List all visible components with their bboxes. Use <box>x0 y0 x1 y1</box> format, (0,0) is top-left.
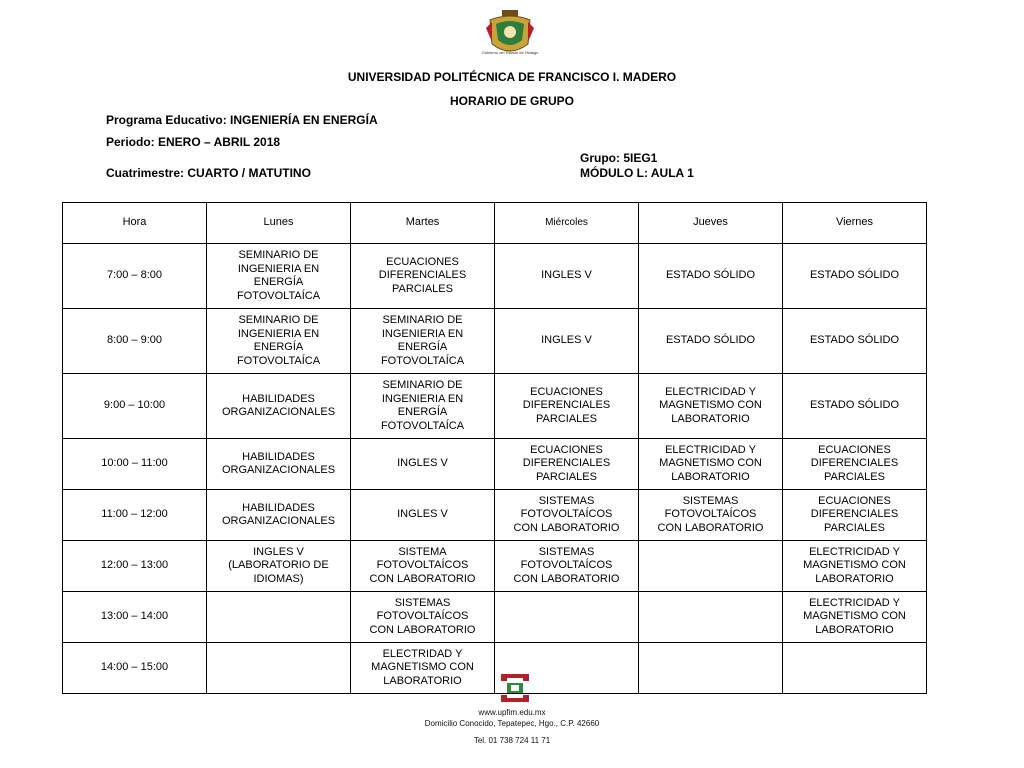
schedule-table <box>62 202 927 694</box>
time-cell: 10:00 – 11:00 <box>63 439 207 490</box>
class-cell: INGLES V <box>495 309 639 374</box>
class-cell: SISTEMA FOTOVOLTAÍCOS CON LABORATORIO <box>351 541 495 592</box>
column-header: Lunes <box>207 203 351 244</box>
table-row <box>63 309 927 374</box>
time-cell: 11:00 – 12:00 <box>63 490 207 541</box>
time-cell: 12:00 – 13:00 <box>63 541 207 592</box>
column-header: Viernes <box>783 203 927 244</box>
period-label: Periodo: ENERO – ABRIL 2018 <box>106 135 281 149</box>
class-cell: ECUACIONES DIFERENCIALES PARCIALES <box>783 439 927 490</box>
class-cell: HABILIDADES ORGANIZACIONALES <box>207 490 351 541</box>
class-cell: INGLES V <box>495 244 639 309</box>
seal-caption: Gobierno del Estado de Hidalgo <box>481 50 539 55</box>
class-cell: INGLES V (LABORATORIO DE IDIOMAS) <box>207 541 351 592</box>
university-logo-icon <box>499 672 531 704</box>
class-cell <box>783 643 927 694</box>
class-cell: INGLES V <box>351 490 495 541</box>
column-header: Jueves <box>639 203 783 244</box>
class-cell: ELECTRICIDAD Y MAGNETISMO CON LABORATORIO <box>639 374 783 439</box>
class-cell: ELECTRIDAD Y MAGNETISMO CON LABORATORIO <box>351 643 495 694</box>
class-cell <box>639 643 783 694</box>
class-cell <box>495 592 639 643</box>
class-cell: SEMINARIO DE INGENIERIA EN ENERGÍA FOTOVOLTAÍCA <box>207 244 351 309</box>
table-header-row <box>63 203 927 244</box>
university-name: UNIVERSIDAD POLITÉCNICA DE FRANCISCO I. MADERO <box>347 70 677 84</box>
class-cell: ECUACIONES DIFERENCIALES PARCIALES <box>495 374 639 439</box>
table-row <box>63 244 927 309</box>
module-label: MÓDULO L: AULA 1 <box>580 166 694 180</box>
class-cell: SEMINARIO DE INGENIERIA EN ENERGÍA FOTOVOLTAÍCA <box>207 309 351 374</box>
table-row <box>63 374 927 439</box>
time-cell: 14:00 – 15:00 <box>63 643 207 694</box>
class-cell: ESTADO SÓLIDO <box>639 309 783 374</box>
class-cell: ELECTRICIDAD Y MAGNETISMO CON LABORATORIO <box>783 592 927 643</box>
class-cell <box>639 541 783 592</box>
class-cell: ECUACIONES DIFERENCIALES PARCIALES <box>351 244 495 309</box>
class-cell: SEMINARIO DE INGENIERIA EN ENERGÍA FOTOVOLTAÍCA <box>351 309 495 374</box>
class-cell: HABILIDADES ORGANIZACIONALES <box>207 374 351 439</box>
document-title: HORARIO DE GRUPO <box>449 94 574 108</box>
time-cell: 13:00 – 14:00 <box>63 592 207 643</box>
program-label: Programa Educativo: INGENIERÍA EN ENERGÍA <box>106 113 378 127</box>
class-cell: SISTEMAS FOTOVOLTAÍCOS CON LABORATORIO <box>495 490 639 541</box>
table-row <box>63 439 927 490</box>
class-cell <box>207 643 351 694</box>
class-cell: ELECTRICIDAD Y MAGNETISMO CON LABORATORIO <box>783 541 927 592</box>
class-cell: ELECTRICIDAD Y MAGNETISMO CON LABORATORIO <box>639 439 783 490</box>
table-row <box>63 643 927 694</box>
class-cell: ESTADO SÓLIDO <box>783 309 927 374</box>
class-cell: ECUACIONES DIFERENCIALES PARCIALES <box>495 439 639 490</box>
footer-url: www.upfim.edu.mx <box>478 708 546 717</box>
class-cell: SEMINARIO DE INGENIERIA EN ENERGÍA FOTOVOLTAÍCA <box>351 374 495 439</box>
time-cell: 7:00 – 8:00 <box>63 244 207 309</box>
table-row <box>63 490 927 541</box>
class-cell <box>639 592 783 643</box>
class-cell: ESTADO SÓLIDO <box>783 244 927 309</box>
class-cell <box>207 592 351 643</box>
class-cell: ESTADO SÓLIDO <box>783 374 927 439</box>
column-header: Hora <box>63 203 207 244</box>
footer-phone: Tel. 01 738 724 11 71 <box>473 736 551 745</box>
time-cell: 9:00 – 10:00 <box>63 374 207 439</box>
column-header: Miércoles <box>495 203 639 244</box>
class-cell: SISTEMAS FOTOVOLTAÍCOS CON LABORATORIO <box>639 490 783 541</box>
group-label: Grupo: 5IEG1 <box>580 151 658 165</box>
class-cell: ECUACIONES DIFERENCIALES PARCIALES <box>783 490 927 541</box>
column-header: Martes <box>351 203 495 244</box>
time-cell: 8:00 – 9:00 <box>63 309 207 374</box>
class-cell: HABILIDADES ORGANIZACIONALES <box>207 439 351 490</box>
class-cell: SISTEMAS FOTOVOLTAÍCOS CON LABORATORIO <box>495 541 639 592</box>
table-row <box>63 592 927 643</box>
class-cell: SISTEMAS FOTOVOLTAÍCOS CON LABORATORIO <box>351 592 495 643</box>
quarter-label: Cuatrimestre: CUARTO / MATUTINO <box>106 166 311 180</box>
class-cell: ESTADO SÓLIDO <box>639 244 783 309</box>
table-row <box>63 541 927 592</box>
footer-address: Domicilio Conocido, Tepatepec, Hgo., C.P. 42660 <box>424 719 600 728</box>
class-cell: INGLES V <box>351 439 495 490</box>
